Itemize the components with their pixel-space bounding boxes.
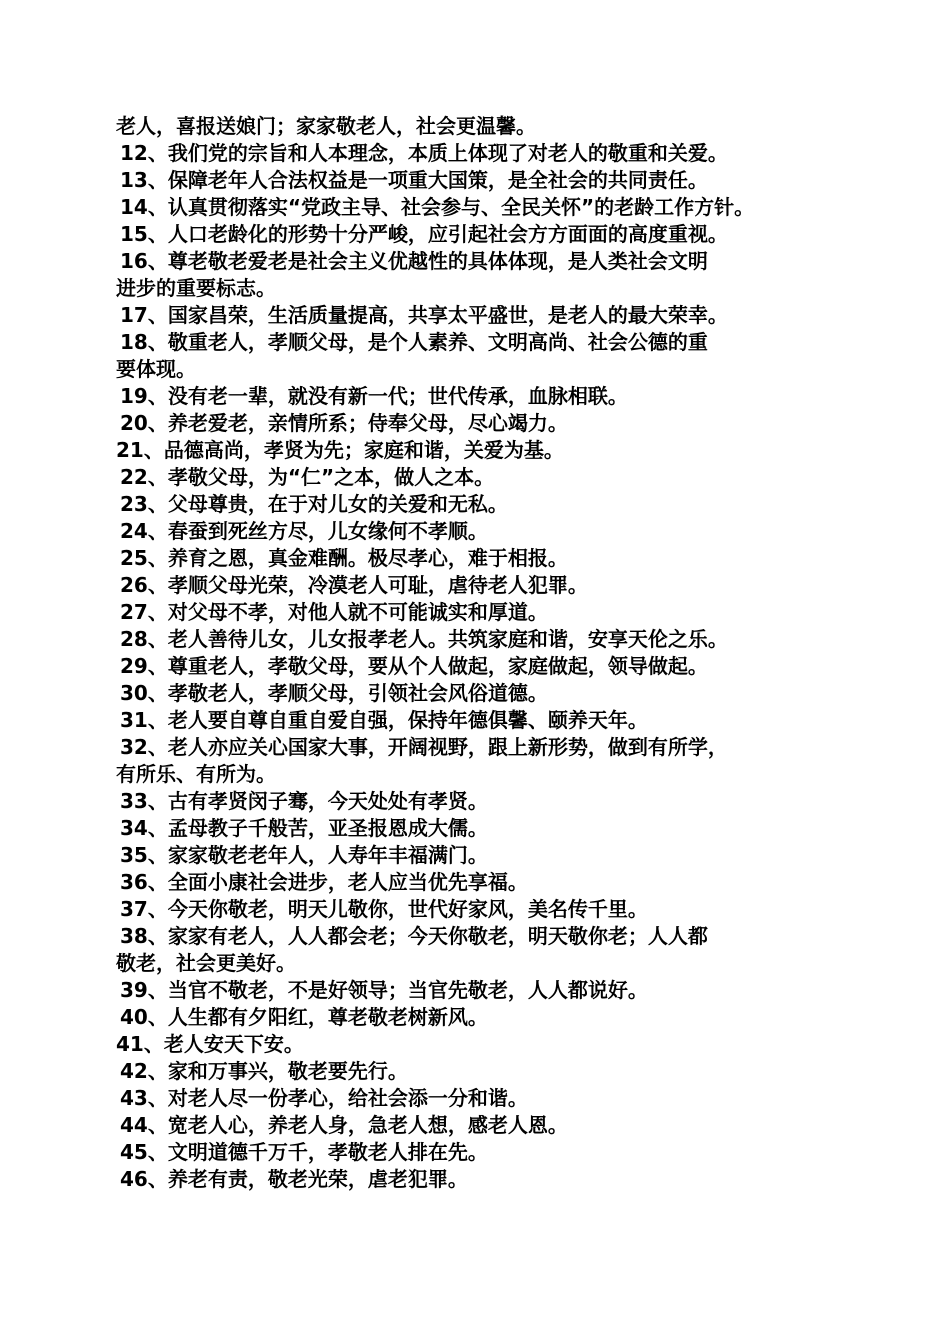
text-line: 35、家家敬老老年人，人寿年丰福满门。 bbox=[120, 843, 488, 867]
text-line: 28、老人善待儿女，儿女报孝老人。共筑家庭和谐，安享天伦之乐。 bbox=[120, 627, 728, 651]
text-line: 20、养老爱老，亲情所系；侍奉父母，尽心竭力。 bbox=[120, 411, 568, 435]
text-line: 42、家和万事兴，敬老要先行。 bbox=[120, 1059, 408, 1083]
text-line: 31、老人要自尊自重自爱自强，保持年德俱馨、颐养天年。 bbox=[120, 708, 648, 732]
text-line: 17、国家昌荣，生活质量提高，共享太平盛世，是老人的最大荣幸。 bbox=[120, 303, 728, 327]
text-line: 13、保障老年人合法权益是一项重大国策，是全社会的共同责任。 bbox=[120, 168, 708, 192]
text-line: 18、敬重老人，孝顺父母，是个人素养、文明高尚、社会公德的重 bbox=[120, 330, 708, 354]
text-line: 36、全面小康社会进步，老人应当优先享福。 bbox=[120, 870, 528, 894]
text-line: 39、当官不敬老，不是好领导；当官先敬老，人人都说好。 bbox=[120, 978, 648, 1002]
text-line: 26、孝顺父母光荣，冷漠老人可耻，虐待老人犯罪。 bbox=[120, 573, 588, 597]
text-line: 要体现。 bbox=[116, 357, 196, 381]
text-line: 24、春蚕到死丝方尽，儿女缘何不孝顺。 bbox=[120, 519, 488, 543]
text-line: 46、养老有责，敬老光荣，虐老犯罪。 bbox=[120, 1167, 468, 1191]
text-line: 25、养育之恩，真金难酬。极尽孝心，难于相报。 bbox=[120, 546, 568, 570]
text-line: 27、对父母不孝，对他人就不可能诚实和厚道。 bbox=[120, 600, 548, 624]
text-line: 敬老，社会更美好。 bbox=[116, 951, 296, 975]
text-line: 21、品德高尚，孝贤为先；家庭和谐，关爱为基。 bbox=[116, 438, 564, 462]
text-line: 16、尊老敬老爱老是社会主义优越性的具体体现，是人类社会文明 bbox=[120, 249, 708, 273]
text-line: 45、文明道德千万千，孝敬老人排在先。 bbox=[120, 1140, 488, 1164]
text-line: 12、我们党的宗旨和人本理念，本质上体现了对老人的敬重和关爱。 bbox=[120, 141, 728, 165]
text-line: 30、孝敬老人，孝顺父母，引领社会风俗道德。 bbox=[120, 681, 548, 705]
text-line: 37、今天你敬老，明天儿敬你，世代好家风，美名传千里。 bbox=[120, 897, 648, 921]
text-line: 进步的重要标志。 bbox=[116, 276, 276, 300]
text-line: 14、认真贯彻落实“党政主导、社会参与、全民关怀”的老龄工作方针。 bbox=[120, 195, 755, 219]
text-line: 有所乐、有所为。 bbox=[116, 762, 276, 786]
text-line: 29、尊重老人，孝敬父母，要从个人做起，家庭做起，领导做起。 bbox=[120, 654, 708, 678]
text-line: 44、宽老人心，养老人身，急老人想，感老人恩。 bbox=[120, 1113, 568, 1137]
text-line: 22、孝敬父母，为“仁”之本，做人之本。 bbox=[120, 465, 495, 489]
text-line: 41、老人安天下安。 bbox=[116, 1032, 304, 1056]
text-line: 32、老人亦应关心国家大事，开阔视野，跟上新形势，做到有所学， bbox=[120, 735, 728, 759]
text-line: 40、人生都有夕阳红，尊老敬老树新风。 bbox=[120, 1005, 488, 1029]
text-line: 19、没有老一辈，就没有新一代；世代传承，血脉相联。 bbox=[120, 384, 628, 408]
text-line: 38、家家有老人，人人都会老；今天你敬老，明天敬你老；人人都 bbox=[120, 924, 708, 948]
document-body bbox=[116, 113, 856, 1193]
text-line: 33、古有孝贤闵子骞，今天处处有孝贤。 bbox=[120, 789, 488, 813]
text-line: 34、孟母教子千般苦，亚圣报恩成大儒。 bbox=[120, 816, 488, 840]
text-line: 老人，喜报送娘门；家家敬老人，社会更温馨。 bbox=[116, 114, 536, 138]
text-line: 23、父母尊贵，在于对儿女的关爱和无私。 bbox=[120, 492, 508, 516]
text-line: 43、对老人尽一份孝心，给社会添一分和谐。 bbox=[120, 1086, 528, 1110]
text-line: 15、人口老龄化的形势十分严峻，应引起社会方方面面的高度重视。 bbox=[120, 222, 728, 246]
